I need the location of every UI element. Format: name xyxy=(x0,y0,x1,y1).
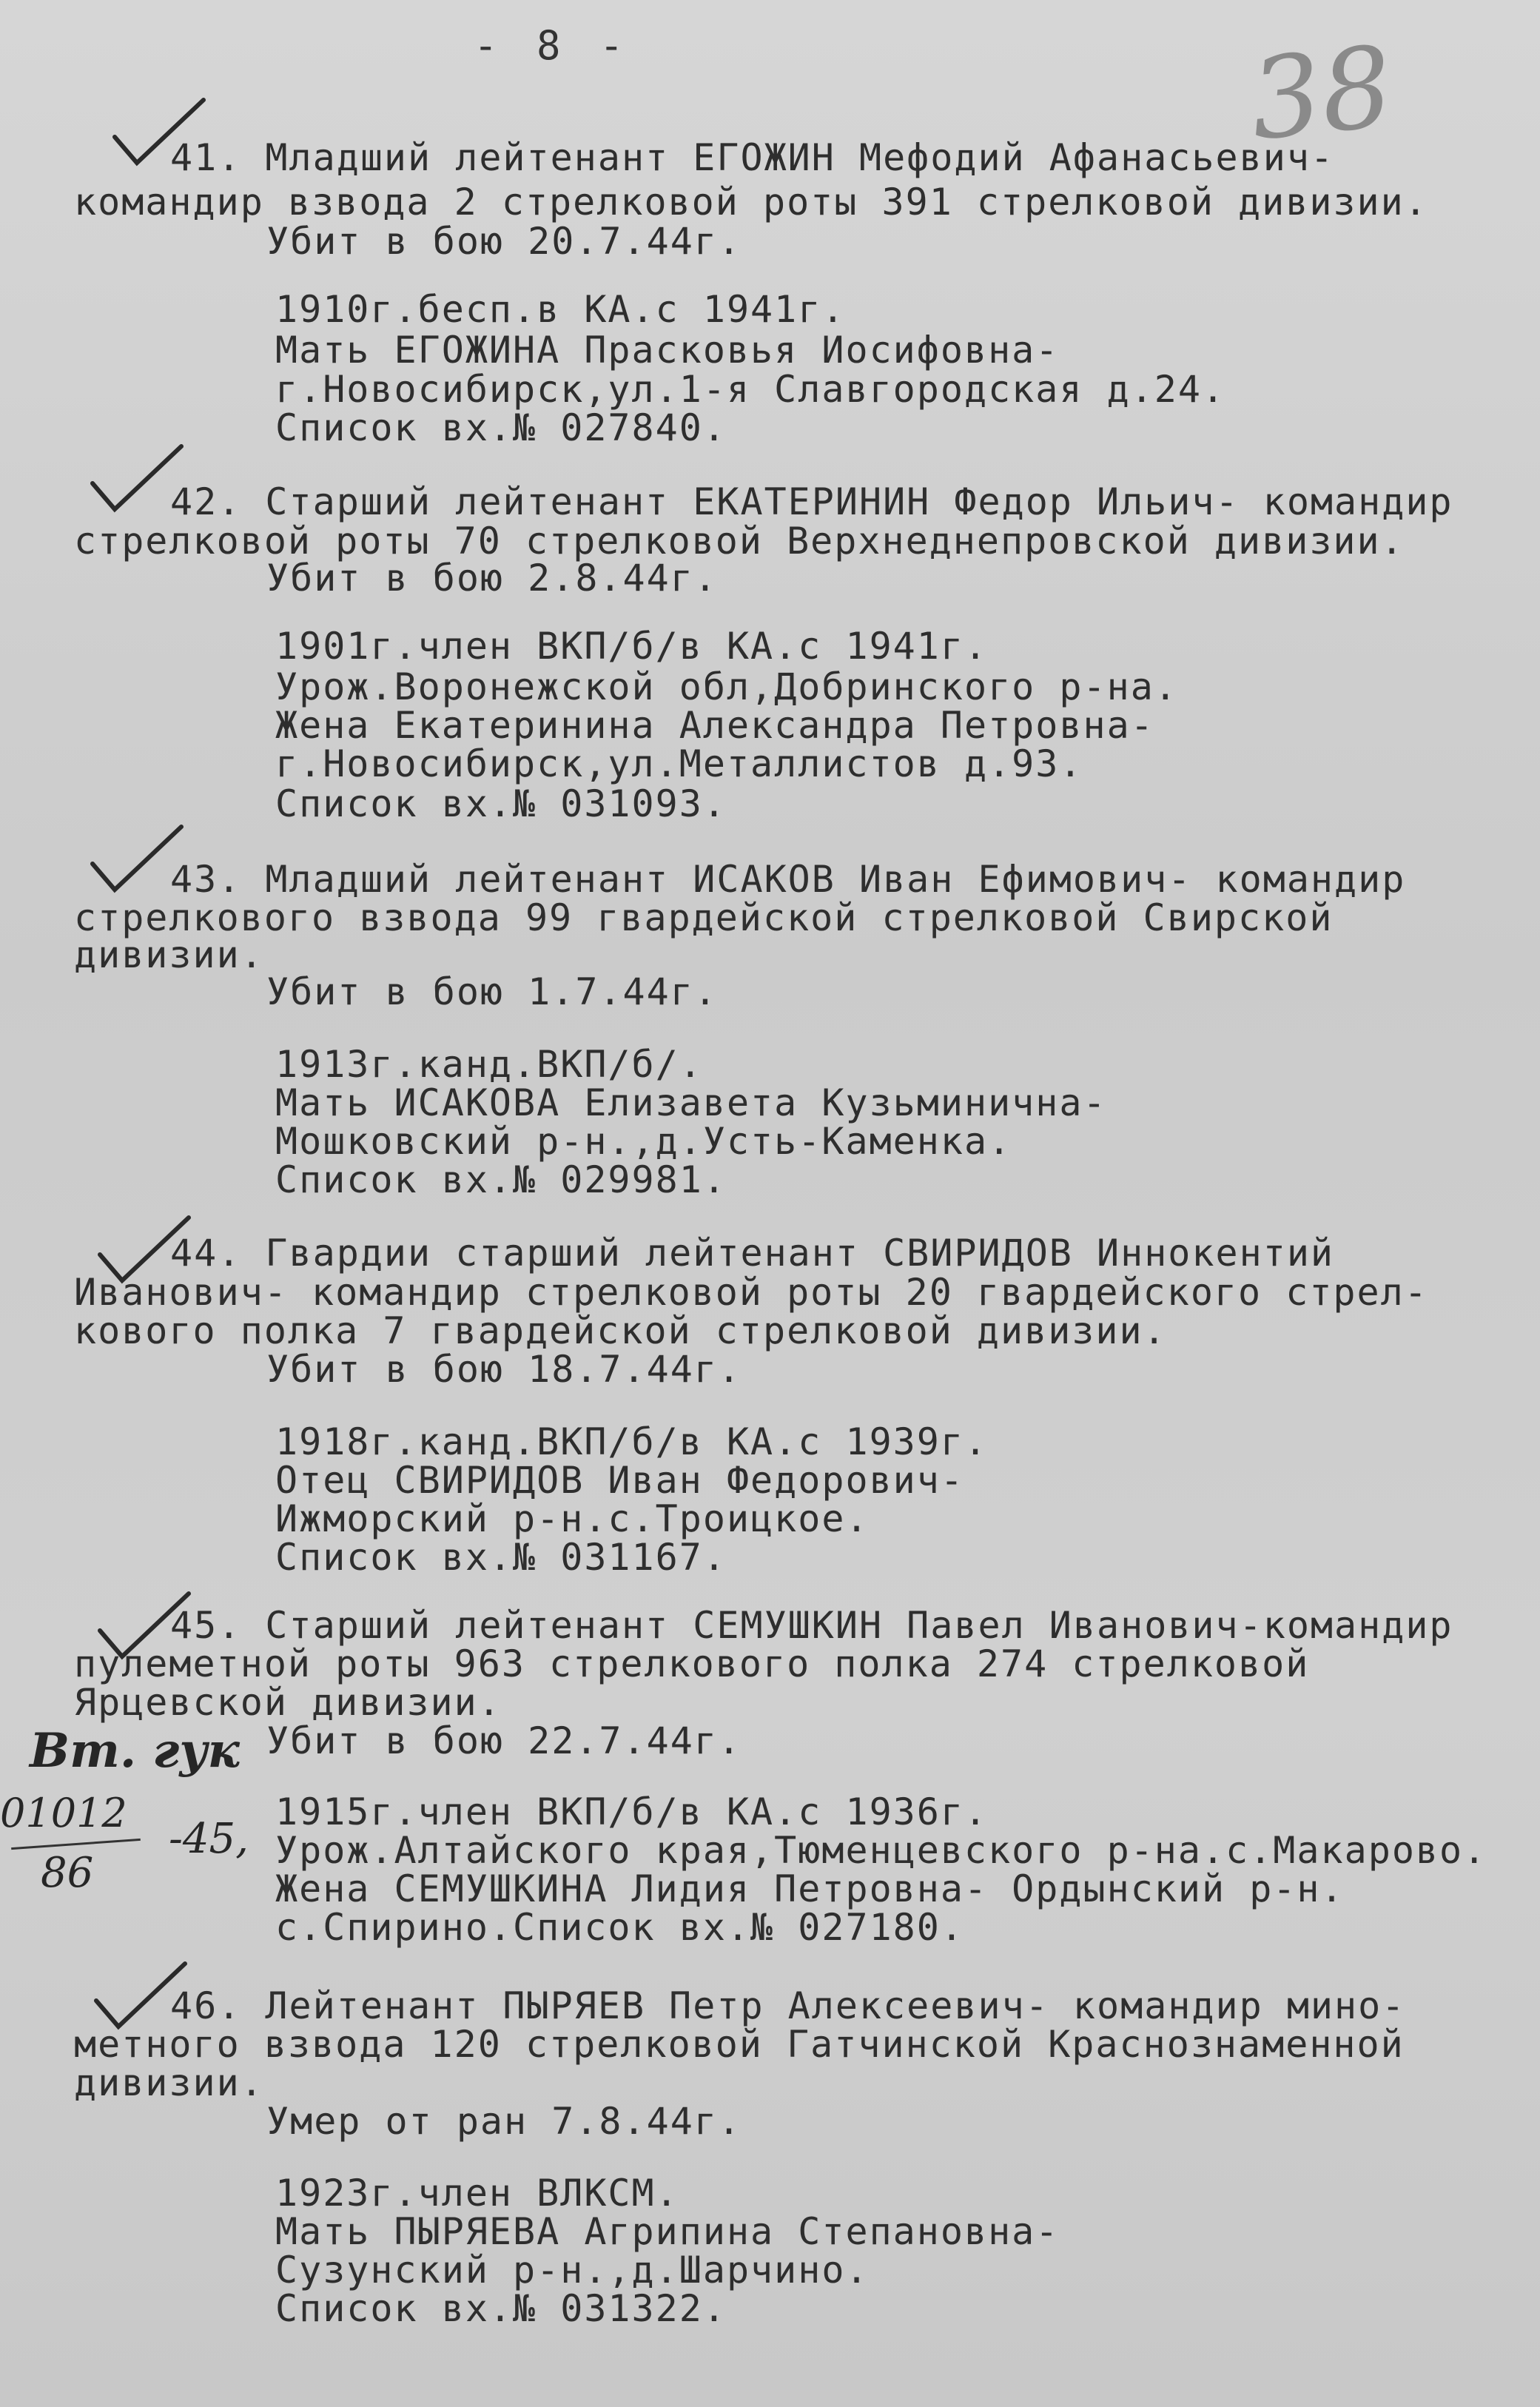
entry-line: стрелкового взвода 99 гвардейской стрелковой Свирской xyxy=(74,896,1334,939)
entry-line: Убит в бою 2.8.44г. xyxy=(266,557,718,600)
entry-line: 44. Гвардии старший лейтенант СВИРИДОВ Иннокентий xyxy=(170,1232,1335,1275)
entry-line: Мать ПЫРЯЕВА Агрипина Степановна- xyxy=(275,2210,1060,2253)
entry-line: Умер от ран 7.8.44г. xyxy=(266,2100,742,2143)
fraction-rule xyxy=(11,1839,141,1850)
entry-line: Убит в бою 20.7.44г. xyxy=(266,220,742,263)
handwritten-fraction-top: 01012 xyxy=(0,1790,127,1836)
entry-line: Жена Екатеринина Александра Петровна- xyxy=(275,704,1154,747)
entry-line: 1913г.канд.ВКП/б/. xyxy=(275,1043,703,1086)
entry-line: Мошковский р-н.,д.Усть-Каменка. xyxy=(275,1120,1012,1163)
entry-line: 45. Старший лейтенант СЕМУШКИН Павел Иванович-командир xyxy=(170,1604,1453,1647)
entry-line: Список вх.№ 029981. xyxy=(275,1158,727,1201)
entry-line: Убит в бою 18.7.44г. xyxy=(266,1348,742,1391)
handwritten-fraction-bottom: 86 xyxy=(41,1849,94,1897)
entry-line: Ярцевской дивизии. xyxy=(74,1681,502,1724)
archive-number: 38 xyxy=(1244,22,1399,166)
entry-line: дивизии. xyxy=(74,933,264,976)
entry-line: 1923г.член ВЛКСМ. xyxy=(275,2172,679,2215)
entry-line: 1901г.член ВКП/б/в КА.с 1941г. xyxy=(275,625,989,668)
entry-line: кового полка 7 гвардейской стрелковой дивизии. xyxy=(74,1309,1167,1352)
entry-line: стрелковой роты 70 стрелковой Верхнеднепровской дивизии. xyxy=(74,520,1405,563)
entry-line: Список вх.№ 031167. xyxy=(275,1536,727,1579)
entry-line: Убит в бою 22.7.44г. xyxy=(266,1719,742,1762)
entry-line: Отец СВИРИДОВ Иван Федорович- xyxy=(275,1459,964,1502)
entry-line: 41. Младший лейтенант ЕГОЖИН Мефодий Афанасьевич- xyxy=(170,136,1335,179)
entry-line: Сузунский р-н.,д.Шарчино. xyxy=(275,2249,870,2292)
handwritten-note-suffix: -45, xyxy=(169,1815,249,1863)
page-number: - 8 - xyxy=(474,22,631,69)
entry-line: пулеметной роты 963 стрелкового полка 274 стрелковой xyxy=(74,1642,1310,1685)
entry-line: Урож.Воронежской обл,Добринского р-на. xyxy=(275,665,1178,708)
entry-line: Список вх.№ 031093. xyxy=(275,782,727,825)
entry-line: Список вх.№ 031322. xyxy=(275,2287,727,2330)
entry-line: 1910г.бесп.в КА.с 1941г. xyxy=(275,288,846,331)
entry-line: Жена СЕМУШКИНА Лидия Петровна- Ордынский р-н. xyxy=(275,1867,1345,1910)
entry-line: Иванович- командир стрелковой роты 20 гвардейского стрел- xyxy=(74,1271,1428,1314)
handwritten-note: Вт. гук xyxy=(30,1723,240,1779)
entry-line: метного взвода 120 стрелковой Гатчинской Краснознаменной xyxy=(74,2023,1405,2066)
entry-line: г.Новосибирск,ул.Металлистов д.93. xyxy=(275,742,1083,785)
entry-line: с.Спирино.Список вх.№ 027180. xyxy=(275,1906,964,1949)
entry-line: 42. Старший лейтенант ЕКАТЕРИНИН Федор Ильич- командир xyxy=(170,480,1453,523)
entry-line: Урож.Алтайского края,Тюменцевского р-на.с.Макарово. xyxy=(275,1829,1487,1872)
entry-line: Ижморский р-н.с.Троицкое. xyxy=(275,1497,870,1540)
entry-line: 46. Лейтенант ПЫРЯЕВ Петр Алексеевич- командир мино- xyxy=(170,1984,1406,2027)
entry-line: Мать ИСАКОВА Елизавета Кузьминична- xyxy=(275,1081,1107,1124)
entry-line: Мать ЕГОЖИНА Прасковья Иосифовна- xyxy=(275,329,1060,372)
entry-line: г.Новосибирск,ул.1-я Славгородская д.24. xyxy=(275,368,1226,411)
entry-line: 1915г.член ВКП/б/в КА.с 1936г. xyxy=(275,1790,989,1833)
entry-line: 43. Младший лейтенант ИСАКОВ Иван Ефимович- командир xyxy=(170,858,1406,901)
entry-line: командир взвода 2 стрелковой роты 391 стрелковой дивизии. xyxy=(74,181,1428,224)
entry-line: 1918г.канд.ВКП/б/в КА.с 1939г. xyxy=(275,1420,989,1463)
entry-line: Убит в бою 1.7.44г. xyxy=(266,970,718,1013)
entry-line: дивизии. xyxy=(74,2061,264,2104)
entry-line: Список вх.№ 027840. xyxy=(275,406,727,449)
